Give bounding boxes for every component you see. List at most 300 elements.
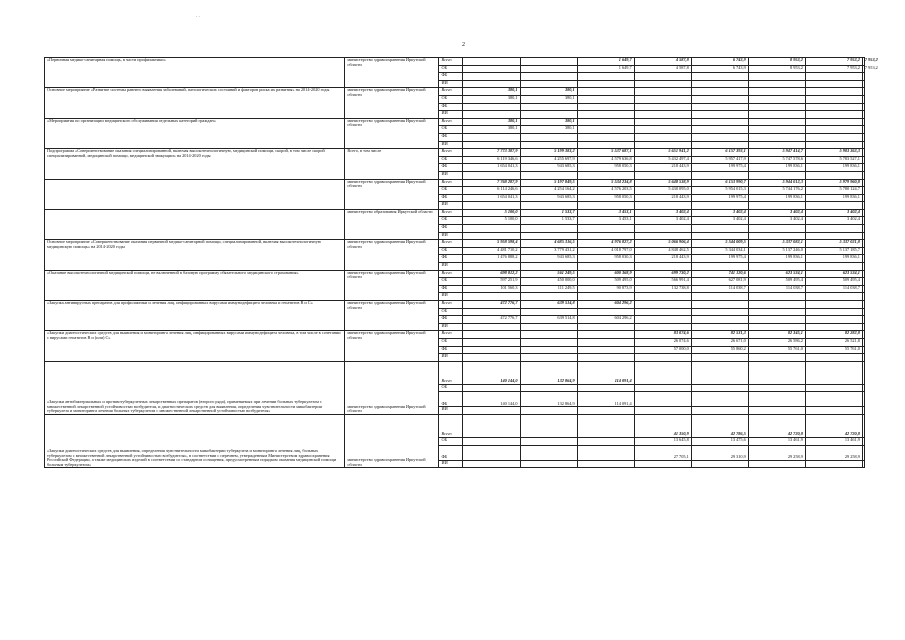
amount-cell: 140 144,0 [463,361,520,384]
amount-cell: 5 344 034,1 [691,247,748,255]
funding-source: ИИ [439,202,463,210]
amount-cell: 13 645,8 [634,437,691,445]
program-description: «Закупки диагностических средств для выявления и мониторинга лечения лиц, инфицированных вирусами иммунодефицита человека, в том числе в сочетании с вирусами гепатитов В и (или) С» [45,331,345,361]
amount-cell: 450 000,0 [520,278,577,286]
amount-cell: 1 533,7 [520,217,577,225]
executor: министерство здравоохранения Иркутской области [345,118,439,148]
amount-cell [691,80,748,88]
funding-source: ФБ [439,392,463,407]
amount-cell: 600 368,9 [577,270,634,278]
amount-cell: 5 780 124,7 [805,187,862,195]
amount-cell [463,460,520,468]
amount-cell: 26 074,6 [634,338,691,346]
amount-cell: 13 461,9 [805,437,862,445]
amount-cell: 639 514,8 [520,301,577,309]
amount-cell: 5 747 578,6 [748,156,805,164]
amount-cell [463,65,520,73]
program-description: «Закупки диагностических средств для выявления, определения чувствительности микобактерии туберкулеза и мониторинга лечения лиц, больных туберкулезом с множественной лекарственной устойчивостью возбудителя», в соответствии с перечнем, утвержденным Министерством здравоохранения Российской Федерации, а также медицинских изделий в соответствии со стандартом оснащения, предусмотренным порядком оказания медицинской помощи больным туберкулезом» [45,414,345,467]
amount-cell: 101 560,3 [463,285,520,293]
page-number: 2 [462,42,465,48]
amount-cell: 380,1 [520,95,577,103]
amount-cell [520,65,577,73]
amount-cell [862,156,864,164]
amount-cell: 1 533,7 [520,209,577,217]
amount-cell [463,437,520,445]
executor: министерство здравоохранения Иркутской области [345,270,439,300]
amount-cell [862,240,864,248]
amount-cell: 4 576 203,5 [577,187,634,195]
amount-cell [805,384,862,392]
amount-cell: 4 976 827,2 [577,240,634,248]
amount-cell: 132 738,8 [634,285,691,293]
amount-cell [862,141,864,149]
amount-cell [862,95,864,103]
amount-cell: 472 776,7 [463,301,520,309]
amount-cell [577,126,634,134]
amount-cell: 114 038,7 [805,285,862,293]
amount-cell: 380,1 [463,88,520,96]
amount-cell [862,407,864,415]
amount-cell [463,73,520,81]
amount-cell: 82 531,3 [691,331,748,339]
amount-cell: 82 345,1 [748,331,805,339]
amount-cell [463,354,520,362]
amount-cell [805,316,862,324]
amount-cell: 380,1 [520,126,577,134]
executor: министерство здравоохранения Иркутской области [345,58,439,88]
amount-cell: 943 685,3 [520,194,577,202]
amount-cell [691,354,748,362]
amount-cell [577,407,634,415]
funding-source: ФБ [439,73,463,81]
amount-cell [577,414,634,437]
amount-cell [634,88,691,96]
amount-cell [862,149,864,157]
amount-cell: 13 461,9 [748,437,805,445]
executor: министерство здравоохранения Иркутской области [345,331,439,361]
amount-cell: 4 587,8 [634,65,691,73]
amount-cell [634,118,691,126]
amount-cell: 3 402,4 [634,209,691,217]
amount-cell [577,225,634,233]
amount-cell: 943 685,3 [520,255,577,263]
amount-cell [691,133,748,141]
amount-cell: 114 091,4 [577,392,634,407]
amount-cell: 57 000,0 [634,346,691,354]
amount-cell [577,80,634,88]
funding-source: ФБ [439,285,463,293]
amount-cell [805,118,862,126]
amount-cell [463,445,520,460]
amount-cell [691,460,748,468]
amount-cell: 5 137 185,7 [805,247,862,255]
funding-source: ОБ [439,247,463,255]
amount-cell: 472 776,7 [463,316,520,324]
amount-cell [862,308,864,316]
amount-cell: 199 836,1 [805,164,862,172]
amount-cell: 4 587,8 [634,58,691,66]
amount-cell [634,407,691,415]
amount-cell: 199 975,4 [691,194,748,202]
amount-cell [577,103,634,111]
amount-cell: 623 534,1 [748,270,805,278]
amount-cell [691,88,748,96]
amount-cell [748,263,805,271]
amount-cell [577,133,634,141]
amount-cell: 114 038,7 [691,285,748,293]
amount-cell: 199 836,1 [805,194,862,202]
amount-cell: 380,1 [463,118,520,126]
funding-source: Всего [439,118,463,126]
amount-cell [463,331,520,339]
amount-cell: 114 091,4 [577,361,634,384]
amount-cell [634,103,691,111]
budget-table-body [45,57,878,468]
amount-cell [463,58,520,66]
funding-source: Всего [439,301,463,309]
amount-cell [805,133,862,141]
amount-cell [862,179,864,187]
program-description: «Закупка антивирусных препаратов для профилактики и лечения лиц, инфицированных вирусами иммунодефицита человека и гепатитов В и С» [45,301,345,331]
amount-cell: 7 953,2 [805,65,862,73]
amount-cell [520,437,577,445]
amount-cell: 218 443,9 [634,255,691,263]
amount-cell: 3 402,4 [805,217,862,225]
executor: министерство здравоохранения Иркутской области [345,301,439,331]
amount-cell: 5 947 414,7 [748,149,805,157]
amount-cell: 4 848 462,5 [634,247,691,255]
amount-cell [463,323,520,331]
amount-cell [862,301,864,309]
amount-cell [862,285,864,293]
amount-cell [520,133,577,141]
amount-cell [577,354,634,362]
amount-cell: 380,1 [463,95,520,103]
amount-cell [748,293,805,301]
amount-cell [577,95,634,103]
funding-source: Всего [439,331,463,339]
amount-cell [862,392,864,407]
amount-cell [577,460,634,468]
funding-source: ОБ [439,338,463,346]
amount-cell [862,263,864,271]
amount-cell: 3 402,4 [748,217,805,225]
amount-cell: 5 783 527,1 [805,156,862,164]
funding-source: ИИ [439,80,463,88]
amount-cell [634,460,691,468]
amount-cell: 55 761,0 [748,346,805,354]
amount-cell: 41 350,9 [634,414,691,437]
program-description [45,209,345,239]
amount-cell [691,301,748,309]
amount-cell: 5 137 246,0 [748,247,805,255]
executor: министерство здравоохранения Иркутской области [345,414,439,467]
amount-cell [463,171,520,179]
amount-cell [634,293,691,301]
amount-cell [634,316,691,324]
amount-cell: 1 654 041,3 [463,164,520,172]
amount-cell [748,301,805,309]
amount-cell: 561 249,5 [520,270,577,278]
amount-cell: 6 119 346,6 [463,156,520,164]
amount-cell [634,354,691,362]
budget-table [44,57,878,468]
amount-cell [748,103,805,111]
funding-source: ИИ [439,263,463,271]
amount-cell [634,95,691,103]
funding-source: Всего [439,240,463,248]
table-row [45,361,865,384]
amount-cell: 4 685 316,5 [520,240,577,248]
amount-cell [634,361,691,384]
funding-source: Всего [439,270,463,278]
amount-cell [862,331,864,339]
funding-source: ФБ [439,346,463,354]
program-description: Основное мероприятие «Совершенствование оказания первичной медико-санитарной помощи, специализированной, включая высокотехнологичную медицинскую помощь» на 2014-2020 годы [45,240,345,270]
amount-cell [634,384,691,392]
amount-cell [634,225,691,233]
amount-cell: 4 254 164,2 [520,187,577,195]
amount-cell [634,301,691,309]
amount-cell [862,346,864,354]
amount-cell: 5 651 941,2 [634,149,691,157]
amount-cell: 5 744 176,2 [748,187,805,195]
funding-source: ОБ [439,65,463,73]
funding-source: ИИ [439,460,463,468]
amount-cell: 199 836,1 [748,255,805,263]
amount-cell: 3 453,1 [577,217,634,225]
scan-dots: . . [196,14,200,19]
amount-cell [862,270,864,278]
amount-cell: 380,1 [463,126,520,134]
amount-cell: 5 544 009,5 [691,240,748,248]
amount-cell: 82 282,8 [805,331,862,339]
amount-cell [634,80,691,88]
amount-cell [520,73,577,81]
amount-cell: 132 864,9 [520,392,577,407]
amount-cell [577,331,634,339]
amount-cell: 26 671,0 [691,338,748,346]
amount-cell [577,445,634,460]
amount-cell [691,95,748,103]
amount-cell [520,225,577,233]
amount-cell [691,308,748,316]
amount-cell [691,118,748,126]
amount-cell [805,171,862,179]
amount-cell: 3 402,4 [748,209,805,217]
amount-cell [520,354,577,362]
amount-cell [691,171,748,179]
amount-cell [805,392,862,407]
amount-cell [691,392,748,407]
amount-cell [748,225,805,233]
program-description: «Первичная медико-санитарная помощь, в части профилактики» [45,58,345,88]
amount-cell [748,384,805,392]
amount-cell [634,126,691,134]
amount-cell [862,361,864,384]
amount-cell: 199 836,1 [748,194,805,202]
amount-cell [805,95,862,103]
amount-cell [691,73,748,81]
amount-cell [520,414,577,437]
amount-cell [805,88,862,96]
amount-cell [862,293,864,301]
amount-cell [520,338,577,346]
amount-cell [691,407,748,415]
amount-cell: 8 953,2 [748,65,805,73]
funding-source: ОБ [439,437,463,445]
amount-cell [520,384,577,392]
amount-cell [748,73,805,81]
amount-cell [862,316,864,324]
table-row [45,88,865,96]
amount-cell: 13 475,6 [691,437,748,445]
program-description: «Оказание высокотехнологичной медицинской помощи, не включенной в базовую программу обязательного медицинского страхования» [45,270,345,300]
amount-cell [862,88,864,96]
amount-cell: 42 720,8 [805,414,862,437]
funding-source: Всего [439,361,463,384]
amount-cell [862,225,864,233]
amount-cell [862,232,864,240]
amount-cell [862,133,864,141]
program-description: Основное мероприятие «Развитие системы раннего выявления заболеваний, патологических состояний и факторов риска их развития» на 2014-2020 годы [45,88,345,118]
amount-cell: 3 402,4 [634,217,691,225]
amount-cell [691,126,748,134]
amount-cell: 623 534,1 [805,270,862,278]
amount-cell [520,407,577,415]
amount-cell: 4 481 710,2 [463,247,520,255]
amount-cell [862,118,864,126]
funding-source: ФБ [439,164,463,172]
amount-cell: 132 864,9 [520,361,577,384]
amount-cell [577,88,634,96]
funding-source: ИИ [439,293,463,301]
amount-cell: 7 953,2 [862,65,864,73]
funding-source: ОБ [439,187,463,195]
amount-cell [862,194,864,202]
amount-cell: 111 249,5 [520,285,577,293]
amount-cell [463,103,520,111]
table-row [45,414,865,437]
funding-source: ИИ [439,111,463,119]
amount-cell: 5 944 012,3 [748,179,805,187]
amount-cell: 6 114 246,6 [463,187,520,195]
amount-cell [634,73,691,81]
amount-cell: 4 018 797,0 [577,247,634,255]
amount-cell: 3 402,4 [805,209,862,217]
amount-cell [805,301,862,309]
amount-cell: 26 586,2 [748,338,805,346]
amount-cell: 5 534 234,8 [577,179,634,187]
amount-cell: 6 743,9 [691,65,748,73]
amount-cell: 114 038,7 [748,285,805,293]
amount-cell: 83 074,6 [634,331,691,339]
amount-cell [862,247,864,255]
amount-cell: 42 720,8 [748,414,805,437]
amount-cell [862,217,864,225]
funding-source: ОБ [439,278,463,286]
amount-cell [805,73,862,81]
amount-cell [748,407,805,415]
amount-cell: 6 743,9 [691,58,748,66]
funding-source: ИИ [439,232,463,240]
amount-cell: 7 953,2 [862,58,864,66]
amount-cell [520,103,577,111]
amount-cell: 958 030,3 [577,255,634,263]
amount-cell [805,263,862,271]
amount-cell: 5 430 095,0 [634,187,691,195]
funding-source: ФБ [439,133,463,141]
funding-source: ФБ [439,255,463,263]
amount-cell [862,209,864,217]
amount-cell: 698 812,2 [463,270,520,278]
amount-cell [634,171,691,179]
amount-cell [577,73,634,81]
amount-cell: 5 337 021,8 [805,240,862,248]
amount-cell [748,80,805,88]
amount-cell: 199 975,4 [691,164,748,172]
amount-cell [577,384,634,392]
amount-cell: 5 432 497,4 [634,156,691,164]
amount-cell [463,263,520,271]
amount-cell [748,354,805,362]
amount-cell [805,354,862,362]
amount-cell: 5 066 906,4 [634,240,691,248]
funding-source: Всего [439,149,463,157]
amount-cell: 140 144,0 [463,392,520,407]
amount-cell [862,73,864,81]
amount-cell [805,361,862,384]
funding-source: Всего [439,88,463,96]
funding-source: ОБ [439,217,463,225]
amount-cell [520,460,577,468]
amount-cell: 509 495,4 [748,278,805,286]
funding-source: Всего [439,209,463,217]
executor: министерство здравоохранения Иркутской области [345,240,439,270]
amount-cell [634,263,691,271]
amount-cell: 958 050,3 [577,194,634,202]
amount-cell [577,338,634,346]
amount-cell [520,346,577,354]
funding-source: ФБ [439,194,463,202]
funding-source: Всего [439,179,463,187]
amount-cell: 509 495,0 [577,278,634,286]
funding-source: ИИ [439,171,463,179]
amount-cell [862,103,864,111]
amount-cell [748,133,805,141]
amount-cell [634,308,691,316]
amount-cell [862,384,864,392]
amount-cell: 1 476 888,2 [463,255,520,263]
amount-cell [577,263,634,271]
amount-cell: 597 251,9 [463,278,520,286]
funding-source: ОБ [439,308,463,316]
amount-cell [691,384,748,392]
amount-cell [862,171,864,179]
amount-cell [862,323,864,331]
amount-cell: 5 337 082,1 [748,240,805,248]
amount-cell [634,133,691,141]
amount-cell: 8 953,2 [748,58,805,66]
amount-cell: 199 975,4 [691,255,748,263]
amount-cell [862,126,864,134]
amount-cell [577,118,634,126]
executor: министерство здравоохранения Иркутской области [345,361,439,414]
amount-cell: 627 081,9 [691,278,748,286]
amount-cell: 699 730,2 [634,270,691,278]
amount-cell: 5 979 960,8 [805,179,862,187]
funding-source: ОБ [439,126,463,134]
